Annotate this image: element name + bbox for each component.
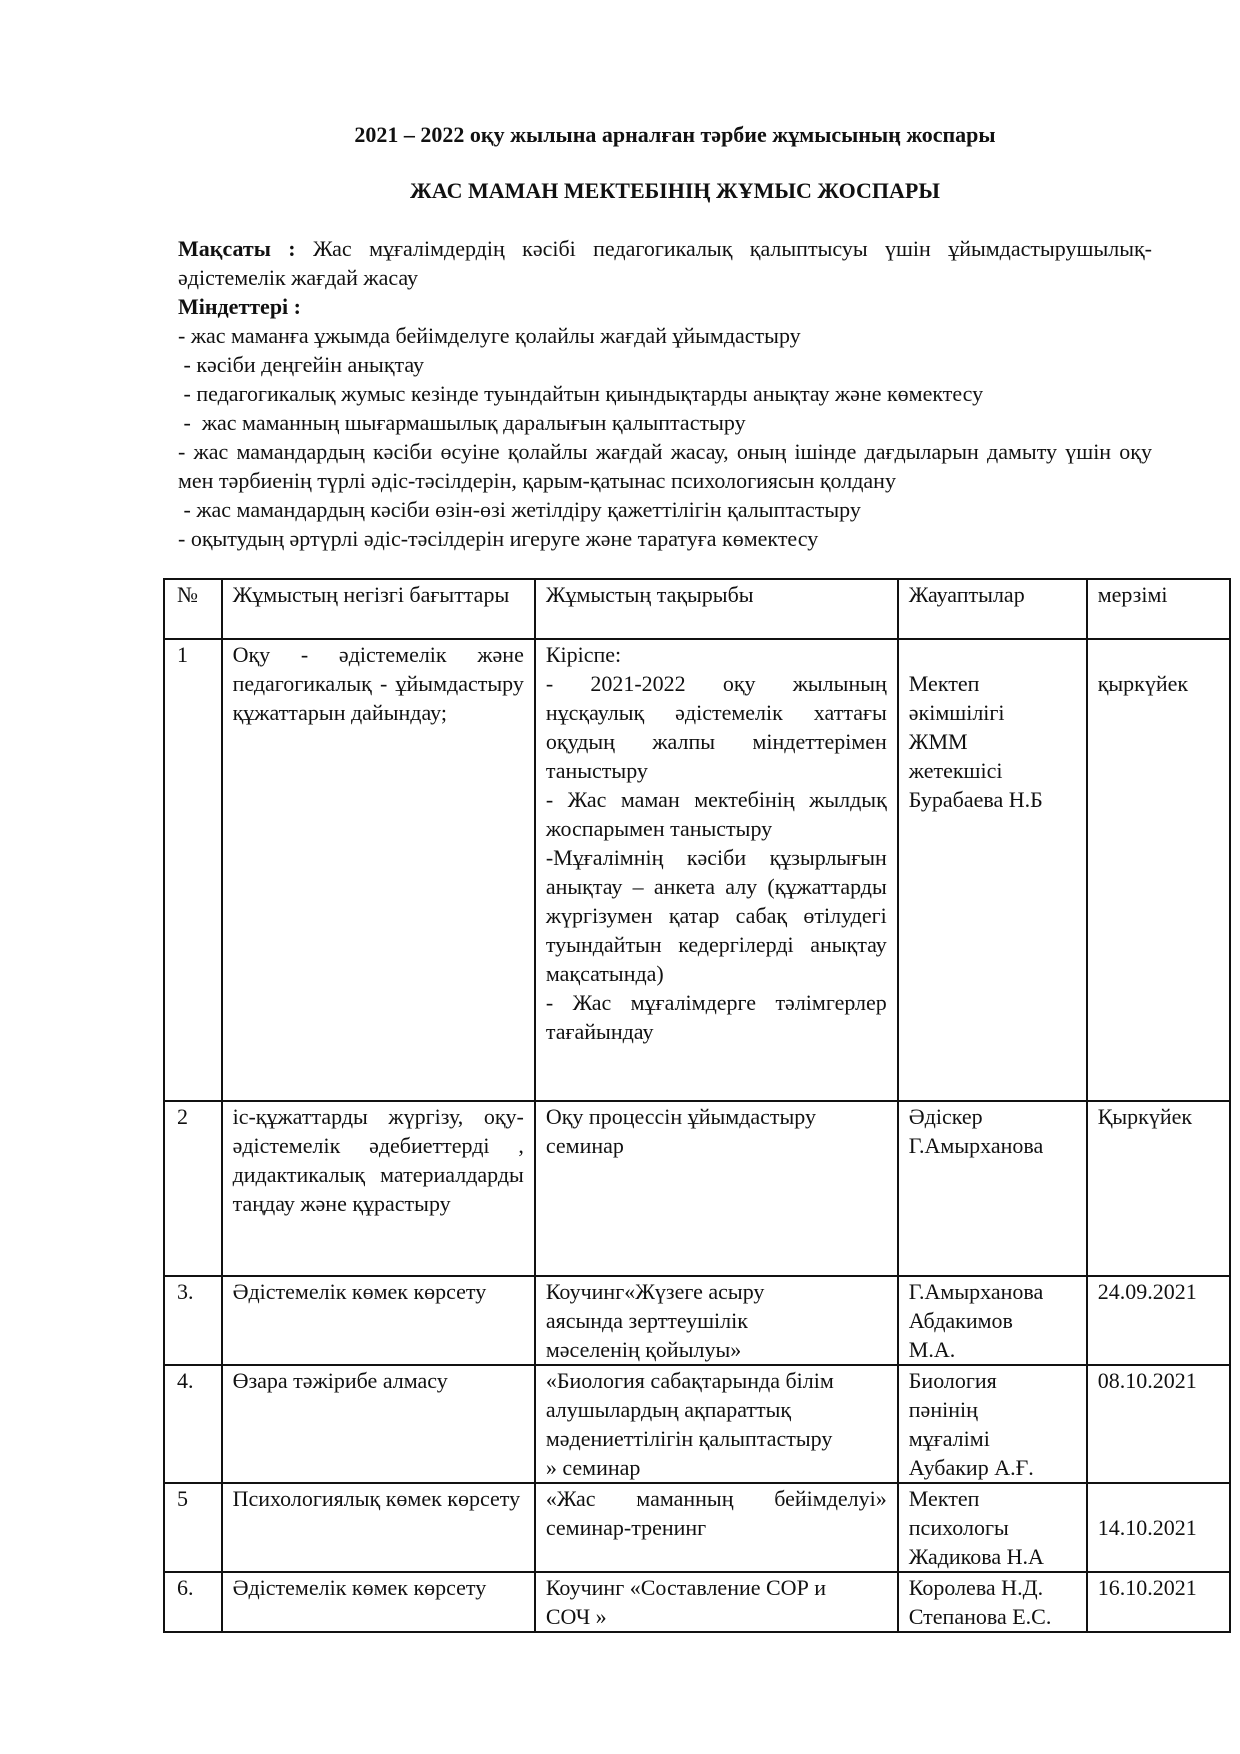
table-row: [164, 639, 1230, 1101]
responsible-line: Степанова Е.С.: [908, 1604, 1052, 1629]
table-row: [164, 1276, 1230, 1365]
header-direction: Жұмыстың негізгі бағыттары: [222, 579, 535, 639]
topic-line: - Жас мұғалімдерге тәлімгерлер тағайындау: [545, 990, 887, 1044]
responsible-line: жетекшісі: [908, 758, 1003, 783]
responsible-line: психологы: [908, 1515, 1009, 1540]
row-deadline: 16.10.2021: [1087, 1572, 1230, 1632]
tasks-label: Міндеттері :: [178, 294, 301, 319]
document-body: [178, 234, 1152, 553]
responsible-line: Аубакир А.Ғ.: [908, 1455, 1034, 1480]
task-item: - жас маманның шығармашылық даралығын қалыптастыру: [178, 410, 746, 435]
row-number: 2: [164, 1101, 222, 1276]
responsible-line: Бурабаева Н.Б: [908, 787, 1043, 812]
topic-line: «Биология сабақтарында білім: [545, 1368, 834, 1393]
responsible-line: Г.Амырханова: [908, 1279, 1044, 1304]
task-item: - жас мамандардың кәсіби өзін-өзі жетілдіру қажеттілігін қалыптастыру: [178, 497, 861, 522]
row-topic: [535, 1572, 898, 1632]
row-topic: [535, 639, 898, 1101]
header-deadline: мерзімі: [1087, 579, 1230, 639]
deadline-line: [1098, 1484, 1219, 1513]
responsible-line: ЖММ: [908, 729, 968, 754]
goal-label: Мақсаты :: [178, 236, 296, 261]
row-responsible: [898, 639, 1087, 1101]
row-direction: Әдістемелік көмек көрсету: [222, 1276, 535, 1365]
goal-paragraph: [178, 234, 1152, 292]
topic-line: - 2021-2022 оқу жылының нұсқаулық әдістемелік хаттағы оқудың жалпы міндеттерімен таныстыру: [545, 671, 887, 783]
topic-line: мәселенің қойылуы»: [545, 1337, 742, 1362]
topic-line: - Жас маман мектебінің жылдық жоспарымен таныстыру: [545, 787, 887, 841]
header-topic: Жұмыстың тақырыбы: [535, 579, 898, 639]
document-subtitle: ЖАС МАМАН МЕКТЕБІНІҢ ЖҰМЫС ЖОСПАРЫ: [410, 178, 940, 203]
row-deadline: Қыркүйек: [1087, 1101, 1230, 1276]
row-topic: «Жас маманның бейімделуі» семинар-тренинг: [535, 1483, 898, 1572]
row-direction: Әдістемелік көмек көрсету: [222, 1572, 535, 1632]
topic-line: алушылардың ақпараттық: [545, 1397, 792, 1422]
table-row: [164, 1101, 1230, 1276]
task-item: - педагогикалық жумыс кезінде туындайтын қиындықтарды анықтау және көмектесу: [178, 381, 984, 406]
topic-line: мәдениеттілігін қалыптастыру: [545, 1426, 833, 1451]
table-row: [164, 1572, 1230, 1632]
row-deadline: [1087, 1483, 1230, 1572]
row-responsible: [898, 1276, 1087, 1365]
table-row: [164, 1365, 1230, 1483]
responsible-line: Г.Амырханова: [908, 1133, 1044, 1158]
document-title: 2021 – 2022 оқу жылына арналған тәрбие жұмысының жоспары: [354, 122, 996, 147]
deadline-line: қыркүйек: [1097, 671, 1189, 696]
row-number: 1: [164, 639, 222, 1101]
responsible-line: мұғалімі: [908, 1426, 990, 1451]
row-topic: [535, 1276, 898, 1365]
table-header-row: [164, 579, 1230, 639]
header-number: №: [164, 579, 222, 639]
task-item: - жас мамандардың кәсіби өсуіне қолайлы жағдай жасау, оның ішінде дағдыларын дамыту үшін оқу мен тәрбиенің түрлі әдіс-тәсілдерін, қарым-қатынас психологиясын қолдану: [178, 439, 1152, 493]
topic-line: Коучинг «Составление СОР и: [545, 1575, 827, 1600]
row-responsible: [898, 1365, 1087, 1483]
row-direction: Өзара тәжірибе алмасу: [222, 1365, 535, 1483]
responsible-line: Мектеп: [908, 1486, 980, 1511]
row-topic: [535, 1365, 898, 1483]
header-responsible: Жауаптылар: [898, 579, 1087, 639]
topic-line: Кіріспе:: [545, 642, 622, 667]
table-row: [164, 1483, 1230, 1572]
row-number: 5: [164, 1483, 222, 1572]
row-direction: Психологиялық көмек көрсету: [222, 1483, 535, 1572]
goal-text: Жас мұғалімдердің кәсібі педагогикалық қалыптысуы үшін ұйымдастырушылық-әдістемелік жағдай жасау: [178, 236, 1152, 290]
row-direction: Оқу - әдістемелік және педагогикалық - ұйымдастыру құжаттарын дайындау;: [222, 639, 535, 1101]
work-plan-table: [163, 578, 1231, 1633]
row-deadline: [1087, 639, 1230, 1101]
topic-line: аясында зерттеушілік: [545, 1308, 748, 1333]
responsible-line: [909, 640, 1076, 669]
row-responsible: [898, 1572, 1087, 1632]
row-number: 3.: [164, 1276, 222, 1365]
responsible-line: Мектеп: [908, 671, 980, 696]
task-item: - кәсіби деңгейін анықтау: [178, 352, 425, 377]
topic-line: » семинар: [545, 1455, 641, 1480]
task-item: - жас маманға ұжымда бейімделуге қолайлы жағдай ұйымдастыру: [178, 323, 801, 348]
responsible-line: Жадикова Н.А: [908, 1544, 1044, 1569]
row-number: 4.: [164, 1365, 222, 1483]
responsible-line: Әдіскер: [908, 1104, 983, 1129]
responsible-line: Абдакимов: [908, 1308, 1013, 1333]
deadline-line: [1098, 640, 1219, 669]
task-item: - оқытудың әртүрлі әдіс-тәсілдерін игеруге және таратуға көмектесу: [178, 526, 819, 551]
row-deadline: 24.09.2021: [1087, 1276, 1230, 1365]
topic-line: Коучинг«Жүзеге асыру: [545, 1279, 765, 1304]
row-deadline: 08.10.2021: [1087, 1365, 1230, 1483]
responsible-line: пәнінің: [908, 1397, 978, 1422]
responsible-line: Биология: [908, 1368, 997, 1393]
responsible-line: Королева Н.Д.: [908, 1575, 1044, 1600]
row-responsible: [898, 1101, 1087, 1276]
row-number: 6.: [164, 1572, 222, 1632]
topic-line: СОЧ »: [545, 1604, 607, 1629]
row-direction: іс-құжаттарды жүргізу, оқу-әдістемелік әдебиеттерді , дидактикалық материалдарды таңдау және құрастыру: [222, 1101, 535, 1276]
topic-line: -Мұғалімнің кәсіби құзырлығын анықтау – анкета алу (құжаттарды жүргізумен қатар сабақ өтілудегі туындайтын кедергілерді анықтау мақсатында): [545, 845, 887, 986]
deadline-line: 14.10.2021: [1097, 1515, 1197, 1540]
responsible-line: М.А.: [908, 1337, 956, 1362]
responsible-line: әкімшілігі: [908, 700, 1005, 725]
row-topic: Оқу процессін ұйымдастыру семинар: [535, 1101, 898, 1276]
row-responsible: [898, 1483, 1087, 1572]
